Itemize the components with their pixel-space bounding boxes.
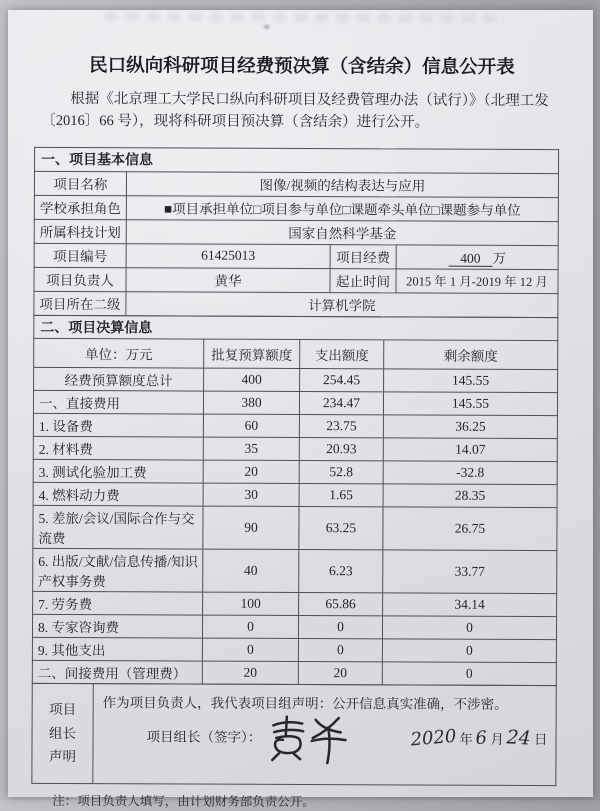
expense-remain: 0 <box>382 662 556 686</box>
expense-spent: 1.65 <box>299 483 383 506</box>
statement-side-label <box>32 683 93 783</box>
expense-spent: 52.8 <box>299 460 383 483</box>
school-role-value: ■项目承担单位□项目参与单位□课题牵头单位□课题参与单位 <box>126 196 558 222</box>
expense-budget: 60 <box>203 414 299 437</box>
side-label-line: 项目 <box>49 701 77 718</box>
expense-row <box>33 482 557 507</box>
side-label-line: 声明 <box>48 749 76 765</box>
expense-budget: 100 <box>203 592 299 615</box>
expense-label: 9. 其他支出 <box>32 637 202 661</box>
school-role-label: 学校承担角色 <box>34 195 126 219</box>
expense-spent: 23.75 <box>299 414 383 437</box>
settlement-table <box>32 315 559 686</box>
expense-row <box>33 436 557 461</box>
column-header-remain: 剩余额度 <box>384 340 558 370</box>
expense-label: 7. 劳务费 <box>33 591 203 615</box>
signature-line <box>102 715 549 759</box>
expense-spent: 0 <box>298 615 382 638</box>
settlement-body <box>32 367 557 685</box>
settlement-header-row <box>34 338 558 369</box>
leader-duration-row <box>34 267 558 293</box>
expense-remain: 33.77 <box>383 550 557 594</box>
project-number-value: 61425013 <box>126 244 330 269</box>
project-name-row <box>34 171 558 197</box>
expense-remain: 145.55 <box>383 392 557 416</box>
side-label-line: 组长 <box>49 725 77 741</box>
expense-row <box>34 367 558 392</box>
expense-row <box>32 614 556 639</box>
expense-label: 4. 燃料动力费 <box>33 482 203 506</box>
column-header-budget: 批复预算额度 <box>204 339 300 368</box>
document-title: 民口纵向科研项目经费预决算（含结余）信息公开表 <box>89 56 515 78</box>
expense-row <box>33 548 557 593</box>
statement-table <box>31 683 556 786</box>
statement-content-cell <box>93 684 556 786</box>
expense-remain: 28.35 <box>383 484 557 508</box>
expense-spent: 0 <box>298 638 382 661</box>
project-name-label: 项目名称 <box>34 171 126 195</box>
page-bleed-through <box>105 12 505 23</box>
expense-remain: 145.55 <box>384 369 558 393</box>
duration-value: 2015 年 1 月-2019 年 12 月 <box>396 269 558 294</box>
expense-remain: 14.07 <box>383 438 557 462</box>
dept-value: 计算机学院 <box>126 292 558 318</box>
expense-budget: 0 <box>202 638 298 661</box>
settlement-section-title: 二、项目决算信息 <box>34 315 558 340</box>
intro-paragraph: 根据《北京理工大学民口纵向科研项目及经费管理办法（试行）》（北理工发〔2016〕66 号），现将科研项目预决算（含结余）进行公开。 <box>41 90 549 132</box>
column-header-unit: 单位：万元 <box>34 338 204 368</box>
expense-row <box>32 637 556 662</box>
year-suffix: 年 <box>459 731 473 747</box>
project-funds-label: 项目经费 <box>330 245 396 269</box>
expense-spent: 20 <box>298 661 382 684</box>
expense-budget: 90 <box>203 506 299 549</box>
expense-budget: 0 <box>202 615 298 638</box>
project-name-value: 图像/视频的结构表达与应用 <box>126 172 558 198</box>
footer-note: 注：项目负责人填写，由计划财务部负责公开。 <box>52 793 315 810</box>
funds-amount: 400 <box>448 251 492 267</box>
expense-remain: -32.8 <box>383 461 557 485</box>
expense-spent: 20.93 <box>299 437 383 460</box>
expense-label: 2. 材料费 <box>33 436 203 460</box>
expense-label: 1. 设备费 <box>33 413 203 437</box>
signature-date <box>410 726 549 759</box>
section-row-basic <box>35 147 559 173</box>
handwritten-day: 24 <box>506 726 532 750</box>
document-photo-paper <box>8 10 593 810</box>
expense-budget: 380 <box>203 391 299 414</box>
leader-value: 黄华 <box>126 268 330 293</box>
expense-row <box>33 505 557 550</box>
expense-remain: 0 <box>382 639 556 663</box>
expense-label: 经费预算额度总计 <box>34 367 204 391</box>
expense-budget: 400 <box>204 368 300 391</box>
duration-label: 起止时间 <box>330 269 396 293</box>
expense-label: 一、直接费用 <box>33 390 203 414</box>
expense-budget: 20 <box>202 661 298 684</box>
project-number-label: 项目编号 <box>34 243 126 267</box>
section-row-settlement <box>34 315 558 340</box>
project-funds-value <box>396 245 558 270</box>
expense-spent: 254.45 <box>300 368 384 391</box>
expense-label: 6. 出版/文献/信息传播/知识产权事务费 <box>33 548 203 592</box>
leader-label: 项目负责人 <box>34 267 126 291</box>
expense-spent: 6.23 <box>299 549 383 592</box>
expense-budget: 35 <box>203 437 299 460</box>
dept-row <box>34 291 558 317</box>
expense-budget: 30 <box>203 483 299 506</box>
expense-remain: 26.75 <box>383 507 557 551</box>
basic-info-section-title: 一、项目基本信息 <box>35 147 559 173</box>
expense-row <box>33 459 557 484</box>
expense-spent: 63.25 <box>299 506 383 549</box>
program-value: 国家自然科学基金 <box>126 220 558 246</box>
expense-budget: 20 <box>203 460 299 483</box>
expense-label: 二、间接费用（管理费） <box>32 660 202 684</box>
document-content <box>6 9 594 810</box>
expense-row <box>33 413 557 438</box>
school-role-row <box>34 195 558 221</box>
expense-spent: 234.47 <box>299 391 383 414</box>
expense-label: 3. 测试化验加工费 <box>33 459 203 483</box>
expense-label: 8. 专家咨询费 <box>32 614 202 638</box>
statement-row <box>32 683 556 785</box>
expense-row <box>33 390 557 415</box>
handwritten-signature <box>259 712 351 764</box>
number-funds-row <box>34 243 558 269</box>
month-suffix: 月 <box>490 731 504 747</box>
dept-label: 项目所在二级 <box>34 291 126 315</box>
paper-speck <box>264 25 270 29</box>
expense-row <box>32 660 556 685</box>
declaration-text: 作为项目负责人，我代表项目组声明：公开信息真实准确，不涉密。 <box>102 695 508 712</box>
column-header-spent: 支出额度 <box>300 339 384 368</box>
expense-remain: 34.14 <box>383 593 557 617</box>
expense-remain: 36.25 <box>383 415 557 439</box>
handwritten-month: 6 <box>475 727 489 750</box>
expense-spent: 65.86 <box>299 592 383 615</box>
handwritten-year: 2020 <box>409 725 458 751</box>
expense-budget: 40 <box>203 549 299 592</box>
program-label: 所属科技计划 <box>34 219 126 243</box>
day-suffix: 日 <box>534 731 548 748</box>
sign-label: 项目组长（签字）： <box>146 729 262 745</box>
expense-remain: 0 <box>382 616 556 640</box>
program-row <box>34 219 558 245</box>
basic-info-table <box>33 147 559 318</box>
funds-unit: 万 <box>492 251 507 267</box>
expense-label: 5. 差旅/会议/国际合作与交流费 <box>33 505 203 549</box>
expense-row <box>33 591 557 616</box>
